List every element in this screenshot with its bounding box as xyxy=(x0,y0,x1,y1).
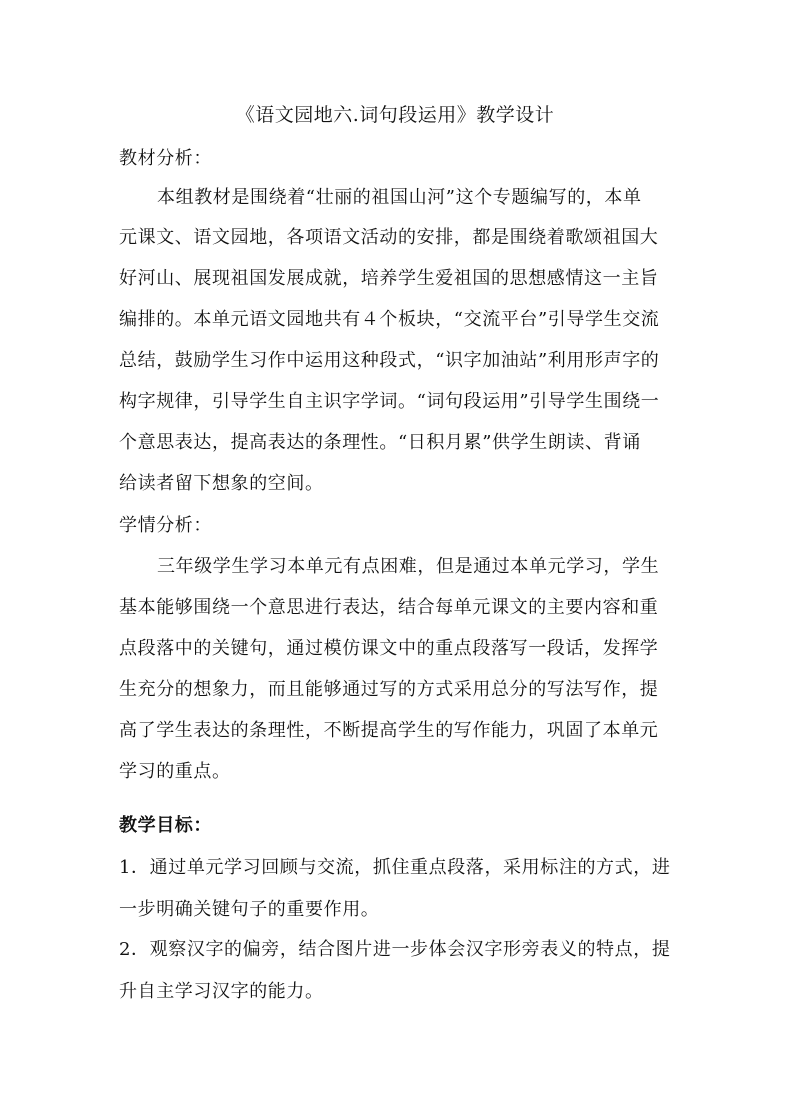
goal-line: 升自主学习汉字的能力。 xyxy=(119,981,324,1002)
paragraph-line: 构字规律，引导学生自主识字学词。“词句段运用”引导学生围绕一 xyxy=(119,391,660,412)
goal-line: 一步明确关键句子的重要作用。 xyxy=(119,899,380,920)
paragraph-line: 个意思表达，提高表达的条理性。“日积月累”供学生朗读、背诵 xyxy=(119,432,641,453)
paragraph-line: 元课文、语文园地，各项语文活动的安排，都是围绕着歌颂祖国大 xyxy=(119,227,659,248)
paragraph-line: 本组教材是围绕着“壮丽的祖国山河”这个专题编写的，本单 xyxy=(157,187,642,208)
paragraph-line: 好河山、展现祖国发展成就，培养学生爱祖国的思想感情这一主旨 xyxy=(119,268,659,289)
paragraph-line: 三年级学生学习本单元有点困难，但是通过本单元学习，学生 xyxy=(157,556,660,577)
paragraph-line: 学习的重点。 xyxy=(119,761,231,782)
paragraph-line: 基本能够围绕一个意思进行表达，结合每单元课文的主要内容和重 xyxy=(119,597,659,618)
goal-line: 2．观察汉字的偏旁，结合图片进一步体会汉字形旁表义的特点，提 xyxy=(119,939,671,960)
document-title: 《语文园地六.词句段运用》教学设计 xyxy=(235,104,555,126)
paragraph-line: 编排的。本单元语文园地共有４个板块，“交流平台”引导学生交流 xyxy=(119,309,660,330)
paragraph-line: 高了学生表达的条理性，不断提高学生的写作能力，巩固了本单元 xyxy=(119,720,659,741)
paragraph-line: 总结，鼓励学生习作中运用这种段式，“识字加油站”利用形声字的 xyxy=(119,350,660,371)
section-heading-teaching-goals: 教学目标： xyxy=(119,815,212,836)
goal-line: 1．通过单元学习回顾与交流，抓住重点段落，采用标注的方式，进 xyxy=(119,857,671,878)
paragraph-line: 给读者留下想象的空间。 xyxy=(119,473,324,494)
paragraph-line: 点段落中的关键句，通过模仿课文中的重点段落写一段话，发挥学 xyxy=(119,638,659,659)
paragraph-line: 生充分的想象力，而且能够通过写的方式采用总分的写法写作，提 xyxy=(119,679,659,700)
section-heading-learning-analysis: 学情分析： xyxy=(119,515,212,536)
section-heading-textbook-analysis: 教材分析： xyxy=(119,148,212,169)
